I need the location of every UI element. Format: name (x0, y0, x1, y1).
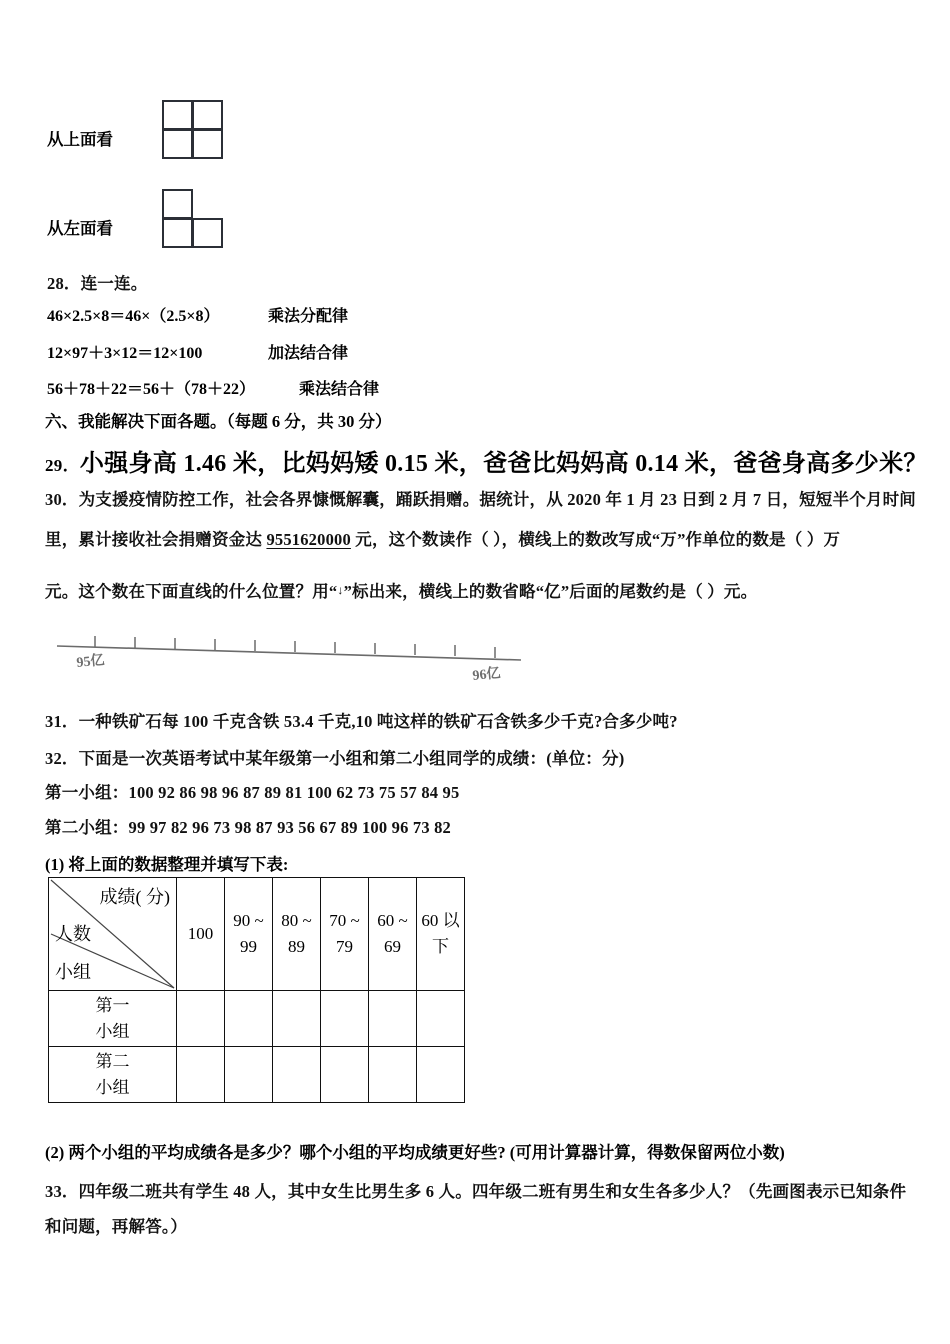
answer-cell[interactable] (369, 991, 417, 1047)
answer-cell[interactable] (273, 991, 321, 1047)
col-header-top: 80 ~ (281, 910, 312, 930)
col-header-bottom: 79 (336, 937, 353, 956)
table-col-header-90-99 (225, 878, 273, 991)
q32-text: 下面是一次英语考试中某年级第一小组和第二小组同学的成绩：(单位：分) (78, 749, 625, 768)
answer-cell[interactable] (321, 991, 369, 1047)
table-col-header-60-69 (369, 878, 417, 991)
answer-cell[interactable] (225, 1047, 273, 1103)
corner-label-count: 人数 (55, 924, 91, 944)
q33-number: 33． (45, 1182, 79, 1201)
table-corner-cell (49, 878, 177, 991)
q28-left-item-2[interactable]: 12×97＋3×12＝12×100 (47, 345, 203, 362)
q30-line2-prefix: 里，累计接收社会捐赠资金达 (45, 530, 267, 549)
q30-line-2 (45, 526, 840, 550)
q31-number: 31． (45, 712, 79, 731)
q30-line2-suffix: 元，这个数读作（ ），横线上的数改写成“万”作单位的数是（ ）万 (350, 530, 841, 549)
q30-line-3 (45, 578, 757, 602)
row-label-bottom: 小组 (95, 1077, 130, 1097)
q30-donation-amount: 9551620000 (266, 530, 351, 549)
q33-line-2: 和问题，再解答。） (45, 1217, 188, 1236)
answer-cell[interactable] (225, 991, 273, 1047)
row-label-top: 第二 (95, 1052, 130, 1071)
q32-group2-label: 第二小组： (45, 818, 129, 837)
q30-line-1 (45, 486, 916, 510)
answer-cell[interactable] (417, 991, 465, 1047)
q28-left-item-1[interactable]: 46×2.5×8＝46×（2.5×8） (47, 308, 220, 325)
col-header-bottom: 99 (240, 937, 257, 956)
q31-line (45, 708, 678, 732)
q28-number: 28． (47, 274, 81, 293)
left-view-label: 从左面看 (47, 219, 113, 238)
q28-heading (47, 270, 147, 294)
shape-cell (162, 100, 193, 130)
table-col-header-80-89 (273, 878, 321, 991)
q28-right-item-3[interactable]: 乘法结合律 (299, 381, 380, 398)
down-arrow-icon: ↓ (337, 583, 344, 597)
table-row (49, 1047, 465, 1103)
shape-cell (162, 129, 193, 159)
answer-cell[interactable] (369, 1047, 417, 1103)
shape-cell (162, 189, 193, 219)
table-row (49, 991, 465, 1047)
table-col-header-100 (177, 878, 225, 991)
q28-left-item-3[interactable]: 56＋78＋22＝56＋（78＋22） (47, 381, 256, 398)
table-header-row (49, 878, 465, 991)
answer-cell[interactable] (177, 991, 225, 1047)
q29-number: 29． (45, 456, 80, 475)
q32-sub-question-2: (2) 两个小组的平均成绩各是多少？哪个小组的平均成绩更好些? (可用计算器计算，得数保留两位小数) (45, 1143, 785, 1162)
q32-group1-line (45, 779, 459, 803)
q32-number: 32． (45, 749, 79, 768)
q33-line1-text: 四年级二班共有学生 48 人，其中女生比男生多 6 人。四年级二班有男生和女生各多少人？（先画图表示已知条件 (78, 1182, 907, 1201)
answer-cell[interactable] (321, 1047, 369, 1103)
q31-text: 一种铁矿石每 100 千克含铁 53.4 千克,10 吨这样的铁矿石含铁多少千克?合多少吨? (78, 712, 678, 731)
corner-label-group: 小组 (55, 962, 91, 982)
row-label-group1 (49, 991, 177, 1047)
col-header-bottom: 89 (288, 937, 305, 956)
q32-sub-question-1: (1) 将上面的数据整理并填写下表: (45, 855, 289, 874)
corner-label-score: 成绩( 分) (99, 887, 170, 907)
q29-text: 小强身高 1.46 米，比妈妈矮 0.15 米，爸爸比妈妈高 0.14 米，爸爸身高多少米？ (79, 451, 928, 477)
shape-cell (162, 218, 193, 248)
row-label-bottom: 小组 (95, 1021, 130, 1041)
q33-line-1 (45, 1178, 906, 1202)
col-header-bottom: 69 (384, 937, 401, 956)
shape-cell (192, 100, 223, 130)
table-col-header-70-79 (321, 878, 369, 991)
shape-cell (192, 129, 223, 159)
q32-line (45, 745, 624, 769)
table-col-header-below-60 (417, 878, 465, 991)
q28-title: 连一连。 (80, 274, 148, 293)
q30-line3-suffix: ”标出来，横线上的数省略“亿”后面的尾数约是（ ）元。 (343, 582, 758, 601)
answer-cell[interactable] (273, 1047, 321, 1103)
q30-number: 30． (45, 490, 79, 509)
q28-right-item-2[interactable]: 加法结合律 (268, 345, 349, 362)
q32-group2-line (45, 814, 451, 838)
q32-group1-scores: 100 92 86 98 96 87 89 81 100 62 73 75 57 84 95 (128, 783, 460, 802)
section-six-heading: 六、我能解决下面各题。（每题 6 分，共 30 分） (45, 412, 392, 431)
row-label-group2 (49, 1047, 177, 1103)
q30-line1-text: 为支援疫情防控工作，社会各界慷慨解囊，踊跃捐赠。据统计，从 2020 年 1 月 23 日到 2 月 7 日，短短半个月时间 (78, 490, 917, 509)
col-header-top: 60 以 (421, 910, 460, 930)
col-header-top: 100 (187, 923, 214, 943)
answer-cell[interactable] (177, 1047, 225, 1103)
answer-cell[interactable] (417, 1047, 465, 1103)
number-line-left-label: 95亿 (75, 653, 106, 671)
q28-right-item-1[interactable]: 乘法分配律 (268, 308, 349, 325)
q32-group2-scores: 99 97 82 96 73 98 87 93 56 67 89 100 96 73 82 (128, 818, 451, 837)
col-header-bottom: 下 (432, 937, 449, 956)
shape-cell (192, 218, 223, 248)
col-header-top: 60 ~ (377, 910, 408, 930)
col-header-top: 70 ~ (329, 910, 360, 930)
number-line-diagram (55, 622, 525, 684)
col-header-top: 90 ~ (233, 910, 264, 930)
top-view-label: 从上面看 (47, 130, 113, 149)
q30-line3-prefix: 元。这个数在下面直线的什么位置？用“ (45, 582, 338, 601)
number-line-right-label: 96亿 (471, 666, 502, 684)
q32-group1-label: 第一小组： (45, 783, 129, 802)
score-frequency-table (48, 877, 465, 1103)
q29-text-block (45, 443, 928, 478)
row-label-top: 第一 (95, 996, 130, 1015)
